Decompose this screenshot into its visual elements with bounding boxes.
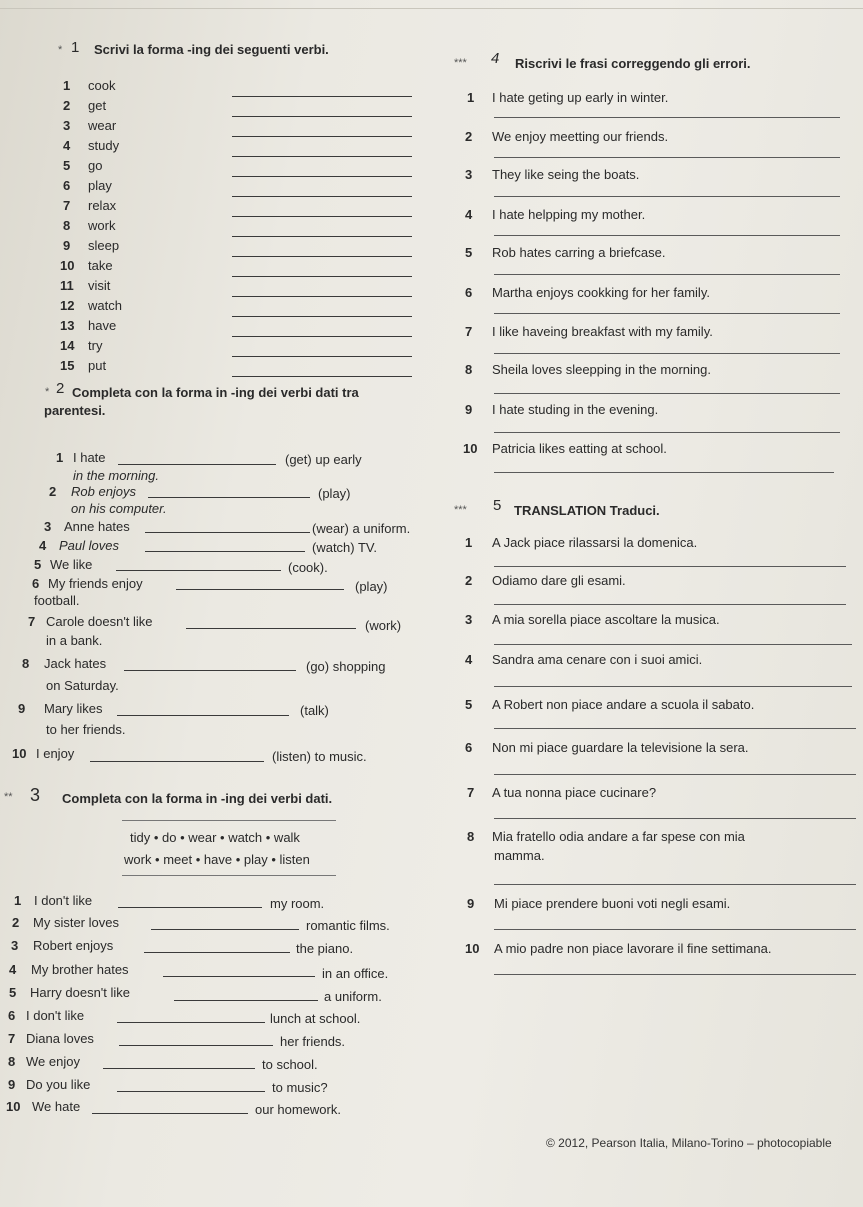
ex1-item-verb: have bbox=[88, 318, 117, 333]
ex3-item-end: a uniform. bbox=[324, 989, 382, 1004]
ex5-item-number: 9 bbox=[467, 896, 475, 911]
ex2-item-start: We like bbox=[50, 557, 93, 572]
answer-line bbox=[232, 216, 412, 217]
ex3-item-start: Diana loves bbox=[26, 1031, 94, 1046]
ex2-item-end: (watch) TV. bbox=[312, 540, 378, 555]
ex2-item-end: (work) bbox=[365, 618, 402, 633]
box-rule-bottom bbox=[122, 875, 336, 876]
ex3-item-end: her friends. bbox=[280, 1034, 346, 1049]
ex5-item-sentence: Mi piace prendere buoni voti negli esami. bbox=[494, 896, 731, 911]
answer-line bbox=[232, 336, 412, 337]
answer-line bbox=[494, 774, 856, 775]
ex5-item-sentence: Odiamo dare gli esami. bbox=[492, 573, 626, 588]
ex5-item-sentence: Sandra ama cenare con i suoi amici. bbox=[492, 652, 703, 667]
answer-line bbox=[232, 296, 412, 297]
ex2-item-continued: football. bbox=[34, 593, 80, 608]
ex2-item-start: Anne hates bbox=[64, 519, 130, 534]
ex1-item-verb: put bbox=[88, 358, 107, 373]
answer-line bbox=[176, 589, 344, 590]
ex4-item-number: 2 bbox=[465, 129, 473, 144]
answer-line bbox=[494, 644, 852, 645]
ex1-item-verb: work bbox=[88, 218, 116, 233]
ex2-item-start: Rob enjoys bbox=[71, 484, 137, 499]
ex2-item-number: 1 bbox=[56, 450, 64, 465]
answer-line bbox=[494, 884, 856, 885]
ex5-item-number: 6 bbox=[465, 740, 473, 755]
ex5-item-sentence: A Robert non piace andare a scuola il sabato. bbox=[492, 697, 755, 712]
answer-line bbox=[116, 570, 281, 571]
ex4-item-sentence: They like seing the boats. bbox=[492, 167, 640, 182]
ex1-item-number: 13 bbox=[60, 318, 75, 333]
answer-line bbox=[124, 670, 296, 671]
ex1-item-verb: watch bbox=[88, 298, 122, 313]
ex2-item-continued: in the morning. bbox=[73, 468, 159, 483]
ex1-number: 1 bbox=[71, 39, 80, 56]
ex1-item-number: 14 bbox=[60, 338, 75, 353]
ex5-title: TRANSLATION Traduci. bbox=[514, 503, 660, 518]
ex1-item-verb: wear bbox=[88, 118, 117, 133]
copyright-footer: © 2012, Pearson Italia, Milano-Torino – photocopiable bbox=[546, 1136, 832, 1150]
ex3-item-start: Robert enjoys bbox=[33, 938, 114, 953]
ex2-item-number: 9 bbox=[18, 701, 26, 716]
ex3-item-start: I don't like bbox=[34, 893, 93, 908]
answer-line bbox=[494, 313, 840, 314]
answer-line bbox=[494, 274, 840, 275]
ex1-item-verb: study bbox=[88, 138, 120, 153]
answer-line bbox=[232, 176, 412, 177]
ex5-number: 5 bbox=[493, 497, 502, 514]
ex4-item-sentence: I hate studing in the evening. bbox=[492, 402, 659, 417]
ex1-item-verb: cook bbox=[88, 78, 116, 93]
ex2-item-continued: on his computer. bbox=[71, 501, 167, 516]
ex1-item-number: 11 bbox=[60, 278, 74, 293]
ex3-item-number: 4 bbox=[9, 962, 17, 977]
ex1-item-number: 5 bbox=[63, 158, 71, 173]
ex3-item-number: 2 bbox=[12, 915, 20, 930]
ex3-item-number: 1 bbox=[14, 893, 22, 908]
answer-line bbox=[118, 907, 262, 908]
ex1-item-verb: get bbox=[88, 98, 107, 113]
ex2-item-number: 10 bbox=[12, 746, 27, 761]
ex1-item-verb: sleep bbox=[88, 238, 120, 253]
answer-line bbox=[145, 532, 310, 533]
ex5-stars: *** bbox=[454, 504, 467, 516]
ex3-word-box-line1: tidy • do • wear • watch • walk bbox=[130, 830, 300, 845]
ex3-item-end: my room. bbox=[270, 896, 325, 911]
box-rule-top bbox=[122, 820, 336, 821]
answer-line bbox=[148, 497, 310, 498]
ex1-item-number: 4 bbox=[63, 138, 71, 153]
answer-line bbox=[232, 376, 412, 377]
ex2-item-continued: to her friends. bbox=[46, 722, 126, 737]
answer-line bbox=[494, 196, 840, 197]
ex1-item-verb: relax bbox=[88, 198, 117, 213]
answer-line bbox=[174, 1000, 318, 1001]
ex3-item-number: 9 bbox=[8, 1077, 16, 1092]
answer-line bbox=[232, 116, 412, 117]
answer-line bbox=[232, 96, 412, 97]
answer-line bbox=[494, 929, 856, 930]
ex1-title: Scrivi la forma -ing dei seguenti verbi. bbox=[94, 42, 329, 57]
answer-line bbox=[117, 1022, 265, 1023]
ex1-item-verb: take bbox=[88, 258, 113, 273]
ex2-item-end: (play) bbox=[318, 486, 351, 501]
ex2-item-start: My friends enjoy bbox=[48, 576, 143, 591]
answer-line bbox=[494, 686, 852, 687]
answer-line bbox=[232, 316, 412, 317]
ex2-number: 2 bbox=[56, 380, 65, 397]
ex2-item-start: Jack hates bbox=[44, 656, 107, 671]
ex2-item-end: (play) bbox=[355, 579, 388, 594]
ex5-item-number: 3 bbox=[465, 612, 473, 627]
answer-line bbox=[117, 715, 289, 716]
ex4-item-number: 4 bbox=[465, 207, 473, 222]
ex2-item-end: (listen) to music. bbox=[272, 749, 367, 764]
ex5-item-sentence: A tua nonna piace cucinare? bbox=[492, 785, 657, 800]
answer-line bbox=[494, 157, 840, 158]
answer-line bbox=[494, 604, 846, 605]
ex1-stars: * bbox=[58, 44, 63, 56]
ex3-stars: ** bbox=[4, 791, 13, 803]
ex2-item-start: Paul loves bbox=[59, 538, 119, 553]
answer-line bbox=[232, 236, 412, 237]
ex4-item-sentence: Martha enjoys cookking for her family. bbox=[492, 285, 710, 300]
answer-line bbox=[151, 929, 299, 930]
ex3-word-box-line2: work • meet • have • play • listen bbox=[124, 852, 310, 867]
answer-line bbox=[163, 976, 315, 977]
answer-line bbox=[232, 156, 412, 157]
answer-line bbox=[232, 276, 412, 277]
answer-line bbox=[494, 818, 856, 819]
ex4-item-sentence: Sheila loves sleepping in the morning. bbox=[492, 362, 711, 377]
answer-line bbox=[232, 196, 412, 197]
ex2-item-number: 5 bbox=[34, 557, 42, 572]
ex2-item-end: (go) shopping bbox=[306, 659, 386, 674]
ex2-item-start: Carole doesn't like bbox=[46, 614, 153, 629]
ex5-item-number: 5 bbox=[465, 697, 473, 712]
ex3-item-start: Do you like bbox=[26, 1077, 91, 1092]
ex1-item-number: 8 bbox=[63, 218, 71, 233]
ex4-number: 4 bbox=[491, 50, 500, 67]
ex5-item-number: 7 bbox=[467, 785, 475, 800]
ex3-item-end: to school. bbox=[262, 1057, 318, 1072]
ex2-item-continued: in a bank. bbox=[46, 633, 103, 648]
ex4-item-number: 10 bbox=[463, 441, 478, 456]
ex5-item-number: 8 bbox=[467, 829, 475, 844]
ex1-item-number: 15 bbox=[60, 358, 75, 373]
ex3-item-number: 8 bbox=[8, 1054, 16, 1069]
ex4-item-number: 1 bbox=[467, 90, 475, 105]
ex3-item-end: lunch at school. bbox=[270, 1011, 361, 1026]
ex1-item-number: 2 bbox=[63, 98, 71, 113]
ex1-item-verb: play bbox=[88, 178, 112, 193]
answer-line bbox=[232, 256, 412, 257]
ex2-item-start: I hate bbox=[73, 450, 106, 465]
ex3-item-end: the piano. bbox=[296, 941, 354, 956]
ex4-item-sentence: I hate helpping my mother. bbox=[492, 207, 646, 222]
ex5-item-sentence: A Jack piace rilassarsi la domenica. bbox=[492, 535, 698, 550]
answer-line bbox=[90, 761, 264, 762]
answer-line bbox=[232, 136, 412, 137]
ex1-item-number: 9 bbox=[63, 238, 71, 253]
ex2-item-number: 4 bbox=[39, 538, 47, 553]
ex3-item-end: to music? bbox=[272, 1080, 328, 1095]
ex1-item-number: 3 bbox=[63, 118, 71, 133]
answer-line bbox=[186, 628, 356, 629]
ex1-item-number: 1 bbox=[63, 78, 71, 93]
ex4-item-number: 7 bbox=[465, 324, 473, 339]
ex1-item-verb: try bbox=[88, 338, 103, 353]
answer-line bbox=[494, 117, 840, 118]
ex3-item-start: We hate bbox=[32, 1099, 81, 1114]
ex2-item-number: 6 bbox=[32, 576, 40, 591]
ex4-item-sentence: Rob hates carring a briefcase. bbox=[492, 245, 666, 260]
answer-line bbox=[494, 472, 834, 473]
ex3-item-start: We enjoy bbox=[26, 1054, 80, 1069]
ex3-item-start: I don't like bbox=[26, 1008, 85, 1023]
answer-line bbox=[145, 551, 305, 552]
ex3-item-number: 10 bbox=[6, 1099, 21, 1114]
ex4-item-sentence: I hate geting up early in winter. bbox=[492, 90, 669, 105]
answer-line bbox=[103, 1068, 255, 1069]
ex1-item-number: 10 bbox=[60, 258, 75, 273]
ex3-item-number: 5 bbox=[9, 985, 17, 1000]
ex2-stars: * bbox=[45, 386, 50, 398]
ex2-item-continued: on Saturday. bbox=[46, 678, 119, 693]
ex4-item-sentence: I like haveing breakfast with my family. bbox=[492, 324, 713, 339]
answer-line bbox=[494, 566, 846, 567]
ex4-item-number: 3 bbox=[465, 167, 473, 182]
ex2-title: Completa con la forma in -ing dei verbi dati tra bbox=[72, 385, 359, 400]
answer-line bbox=[494, 728, 856, 729]
ex2-item-end: (cook). bbox=[288, 560, 328, 575]
ex4-item-number: 8 bbox=[465, 362, 473, 377]
ex2-item-number: 7 bbox=[28, 614, 36, 629]
ex3-item-start: Harry doesn't like bbox=[30, 985, 131, 1000]
ex1-item-verb: go bbox=[88, 158, 103, 173]
answer-line bbox=[494, 393, 840, 394]
ex2-item-end: (get) up early bbox=[285, 452, 362, 467]
ex4-stars: *** bbox=[454, 57, 467, 69]
answer-line bbox=[117, 1091, 265, 1092]
answer-line bbox=[494, 353, 840, 354]
ex4-item-number: 6 bbox=[465, 285, 473, 300]
answer-line bbox=[118, 464, 276, 465]
answer-line bbox=[232, 356, 412, 357]
ex5-item-number: 1 bbox=[465, 535, 473, 550]
ex3-item-number: 6 bbox=[8, 1008, 16, 1023]
ex3-item-end: romantic films. bbox=[306, 918, 390, 933]
ex3-item-start: My brother hates bbox=[31, 962, 129, 977]
ex4-item-sentence: We enjoy meetting our friends. bbox=[492, 129, 669, 144]
ex2-item-start: Mary likes bbox=[44, 701, 103, 716]
ex1-item-number: 12 bbox=[60, 298, 75, 313]
ex5-item-sentence: A mio padre non piace lavorare il fine settimana. bbox=[494, 941, 772, 956]
ex5-item-number: 4 bbox=[465, 652, 473, 667]
answer-line bbox=[494, 974, 856, 975]
ex5-item-number: 10 bbox=[465, 941, 480, 956]
answer-line bbox=[494, 235, 840, 236]
ex2-item-number: 8 bbox=[22, 656, 30, 671]
ex5-item-sentence-continued: mamma. bbox=[494, 848, 545, 863]
ex5-item-sentence: Mia fratello odia andare a far spese con mia bbox=[492, 829, 745, 844]
ex3-number: 3 bbox=[30, 785, 41, 805]
ex2-item-number: 3 bbox=[44, 519, 52, 534]
ex1-item-number: 7 bbox=[63, 198, 71, 213]
ex5-item-sentence: A mia sorella piace ascoltare la musica. bbox=[492, 612, 720, 627]
ex2-title-continued: parentesi. bbox=[44, 403, 106, 418]
ex4-item-number: 5 bbox=[465, 245, 473, 260]
answer-line bbox=[119, 1045, 273, 1046]
ex5-item-number: 2 bbox=[465, 573, 473, 588]
ex2-item-end: (talk) bbox=[300, 703, 329, 718]
ex1-item-verb: visit bbox=[88, 278, 111, 293]
ex2-item-end: (wear) a uniform. bbox=[312, 521, 411, 536]
ex3-item-number: 7 bbox=[8, 1031, 16, 1046]
answer-line bbox=[494, 432, 840, 433]
answer-line bbox=[92, 1113, 248, 1114]
ex3-item-number: 3 bbox=[11, 938, 19, 953]
ex3-item-start: My sister loves bbox=[33, 915, 119, 930]
page-edge-line bbox=[0, 8, 863, 9]
ex4-item-sentence: Patricia likes eatting at school. bbox=[492, 441, 667, 456]
ex1-item-number: 6 bbox=[63, 178, 71, 193]
ex5-item-sentence: Non mi piace guardare la televisione la sera. bbox=[492, 740, 749, 755]
answer-line bbox=[144, 952, 290, 953]
ex3-title: Completa con la forma in -ing dei verbi dati. bbox=[62, 791, 333, 806]
ex4-title: Riscrivi le frasi correggendo gli errori. bbox=[515, 56, 751, 71]
ex2-item-number: 2 bbox=[49, 484, 57, 499]
ex3-item-end: in an office. bbox=[322, 966, 389, 981]
ex3-item-end: our homework. bbox=[255, 1102, 341, 1117]
ex4-item-number: 9 bbox=[465, 402, 473, 417]
ex2-item-start: I enjoy bbox=[36, 746, 75, 761]
